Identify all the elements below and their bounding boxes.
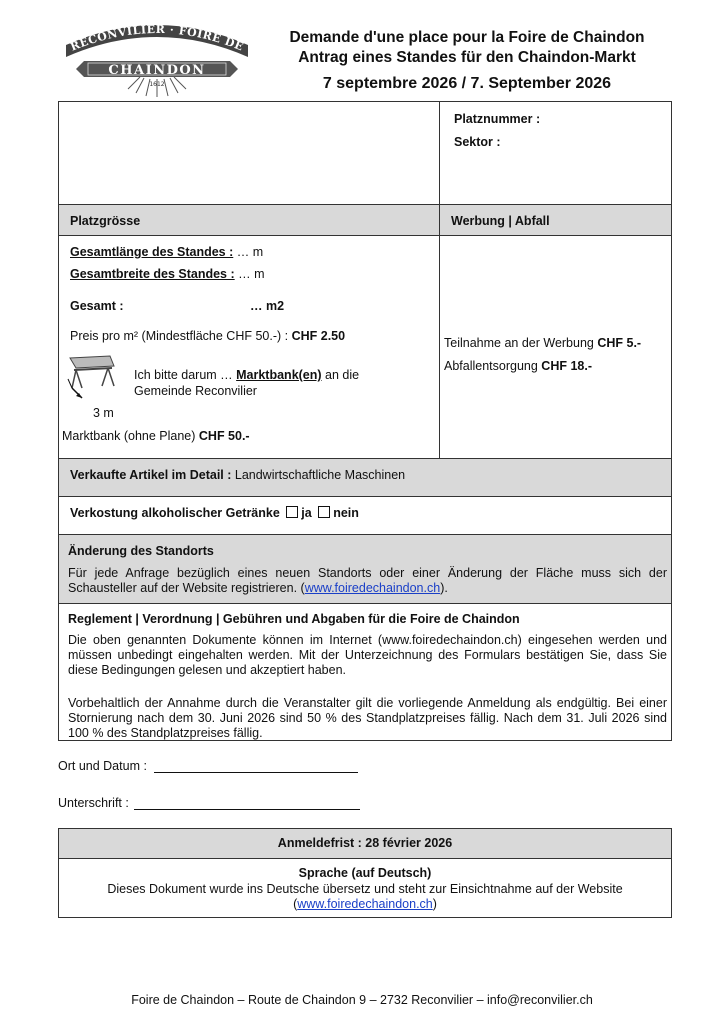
tasting-no-label: nein [333, 506, 359, 520]
platz-heading-row [58, 204, 672, 236]
location-change-text: Für jede Anfrage bezüglich eines neuen Standorts oder einer Änderung der Fläche muss sich der Schausteller auf der Website registrieren. (www.foiredechaindon.ch). [68, 566, 667, 595]
ads-text: Teilnahme an der Werbung [444, 336, 598, 350]
length-label: Gesamtlänge des Standes : [70, 245, 234, 259]
width-value: … m [238, 267, 265, 281]
ads-value: CHF 5.- [597, 336, 642, 350]
logo-arc-text: RECONVILIER · FOIRE DE [68, 22, 246, 54]
tasting-label: Verkostung alkoholischer Getränke [70, 506, 280, 520]
price-value: CHF 2.50 [291, 329, 346, 343]
tasting-yes-checkbox[interactable] [286, 506, 298, 518]
logo-year: 1612 [149, 81, 165, 88]
bench-price-value: CHF 50.- [198, 429, 250, 443]
sektor-label: Sektor : [454, 135, 501, 149]
bench-request-post: an die [321, 368, 360, 382]
location-change-link[interactable]: www.foiredechaindon.ch [304, 581, 441, 595]
chaindon-logo [62, 17, 252, 99]
bench-request-line2: Gemeinde Reconvilier [134, 384, 257, 398]
articles-value: Landwirtschaftliche Maschinen [234, 468, 406, 482]
width-line [70, 266, 265, 282]
signature-field [58, 796, 360, 810]
waste-value: CHF 18.- [541, 359, 592, 373]
bench-request [134, 367, 424, 399]
tasting-yes-label: ja [301, 506, 312, 520]
width-label: Gesamtbreite des Standes : [70, 267, 235, 281]
language-text: Dieses Dokument wurde ins Deutsche übersetz und steht zur Einsichtnahme auf der Website [107, 882, 623, 896]
deadline-label: Anmeldefrist : 28 février 2026 [277, 836, 453, 850]
platzgroesse-heading: Platzgrösse [70, 214, 141, 228]
bench-request-pre: Ich bitte darum … [134, 368, 237, 382]
place-date-input[interactable] [154, 761, 358, 773]
signature-label: Unterschrift : [58, 796, 129, 810]
articles-line [70, 467, 405, 483]
location-change-title: Änderung des Standorts [68, 544, 214, 558]
market-bench-icon [66, 352, 118, 404]
event-date: 7 septembre 2026 / 7. September 2026 [322, 75, 612, 92]
length-line [70, 244, 263, 260]
tasting-no-checkbox[interactable] [318, 506, 330, 518]
footer: Foire de Chaindon – Route de Chaindon 9 – 2732 Reconvilier – info@reconvilier.ch [131, 993, 593, 1007]
total-label: Gesamt : [70, 299, 124, 313]
werbung-heading: Werbung | Abfall [451, 214, 550, 228]
language-title: Sprache (auf Deutsch) [298, 866, 432, 880]
language-link-line: (www.foiredechaindon.ch) [293, 897, 437, 911]
price-text: Preis pro m² (Mindestfläche CHF 50.-) : [70, 329, 292, 343]
place-date-field [58, 759, 358, 773]
price-line [70, 328, 345, 344]
bench-size: 3 m [93, 406, 114, 420]
length-value: … m [236, 245, 264, 259]
title-de: Antrag eines Standes für den Chaindon-Markt [298, 49, 636, 66]
rules-para1: Die oben genannten Dokumente können im Internet (www.foiredechaindon.ch) eingesehen werden und müssen unbedingt eingehalten werden. Mit der Unterzeichnung des Formulars bestätigen Sie, dass Sie diese Bedingungen gelesen und akzeptiert haben. [68, 633, 667, 677]
platznummer-label: Platznummer : [454, 112, 541, 126]
bench-request-link: Marktbank(en) [236, 368, 322, 382]
ads-line [444, 335, 641, 351]
title-fr: Demande d'une place pour la Foire de Chaindon [289, 29, 645, 46]
logo-banner-text: CHAINDON [108, 63, 206, 78]
bench-price-text: Marktbank (ohne Plane) [62, 429, 199, 443]
waste-line [444, 358, 592, 374]
signature-input[interactable] [134, 798, 360, 810]
place-date-label: Ort und Datum : [58, 759, 147, 773]
language-link[interactable]: www.foiredechaindon.ch [297, 897, 433, 911]
waste-text: Abfallentsorgung [444, 359, 542, 373]
rules-para2: Vorbehaltlich der Annahme durch die Veranstalter gilt die vorliegende Anmeldung als endgültig. Bei einer Stornierung nach dem 30. Juni 2026 sind 50 % des Standplatzpreises fällig. Nach dem 31. Juli 2026 sind 100 % des Standplatzpreises fällig. [68, 696, 667, 740]
rules-title: Reglement | Verordnung | Gebühren und Abgaben für die Foire de Chaindon [68, 612, 520, 626]
total-value: … m2 [250, 299, 285, 313]
tasting-line [70, 505, 359, 521]
office-use-row [58, 101, 672, 205]
bench-price-line [62, 428, 250, 444]
articles-label: Verkaufte Artikel im Detail : [70, 468, 235, 482]
